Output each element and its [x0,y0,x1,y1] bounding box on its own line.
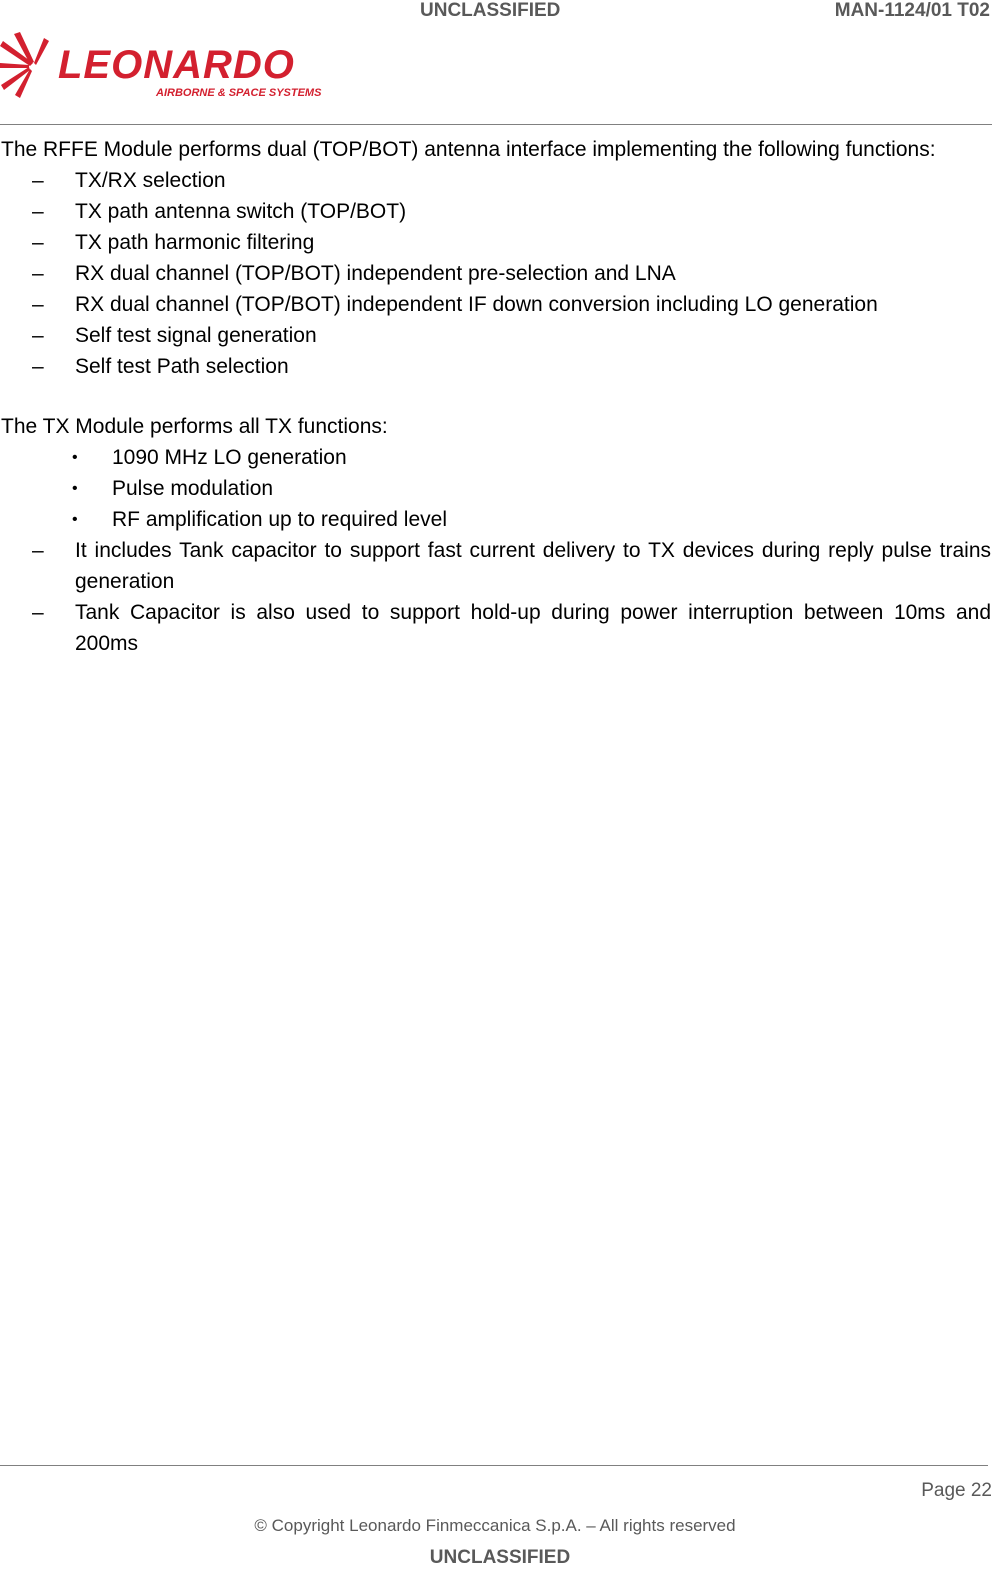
dash-marker: – [32,200,44,223]
leonardo-emblem-icon [0,32,49,98]
dash-marker: – [32,293,44,316]
list-item-text: Self test Path selection [75,355,289,378]
list-item [1,504,991,535]
list-item-text: It includes Tank capacitor to support fast current delivery to TX devices during reply pulse trains generation [75,539,991,593]
list-item-text: TX/RX selection [75,169,226,192]
footer-classification: UNCLASSIFIED [429,1547,571,1568]
logo-subtitle: AIRBORNE & SPACE SYSTEMS [156,87,322,99]
leonardo-logo [0,32,330,102]
list-item-text: 1090 MHz LO generation [112,446,347,469]
bullet-marker: • [72,511,78,528]
list-item-text: TX path antenna switch (TOP/BOT) [75,200,407,223]
list-item [1,535,991,597]
list-item [1,196,991,227]
logo-wordmark: LEONARDO [58,43,295,87]
list-item-text: Pulse modulation [112,477,274,500]
tx-notes-list [1,535,991,659]
list-item [1,351,991,382]
list-item-text: TX path harmonic filtering [75,231,315,254]
dash-marker: – [32,539,44,562]
rffe-function-list [1,165,991,382]
dash-marker: – [32,262,44,285]
list-item-text: RX dual channel (TOP/BOT) independent pre-selection and LNA [75,262,676,285]
paragraph-spacer [1,382,991,411]
dash-marker: – [32,231,44,254]
list-item [1,442,991,473]
list-item [1,320,991,351]
copyright-notice [0,1516,1000,1536]
list-item [1,289,991,320]
list-item [1,473,991,504]
dash-marker: – [32,601,44,624]
footer-divider [0,1465,988,1466]
list-item [1,258,991,289]
rffe-intro-paragraph: The RFFE Module performs dual (TOP/BOT) antenna interface implementing the following functions: [1,138,936,161]
dash-marker: – [32,324,44,347]
list-item-text: Self test signal generation [75,324,317,347]
document-body [1,134,991,659]
bullet-marker: • [72,480,78,497]
list-item [1,227,991,258]
copyright-text: © Copyright Leonardo Finmeccanica S.p.A. – All rights reserved [254,1516,736,1535]
list-item-text: RF amplification up to required level [112,508,447,531]
header-classification: UNCLASSIFIED [420,0,561,21]
list-item [1,165,991,196]
dash-marker: – [32,169,44,192]
list-item-text: RX dual channel (TOP/BOT) independent IF down conversion including LO generation [75,293,878,316]
header-divider [0,124,992,125]
header-document-number: MAN-1124/01 T02 [834,0,990,21]
list-item-text: Tank Capacitor is also used to support hold-up during power interruption between 10ms and 200ms [75,601,991,655]
tx-intro-paragraph: The TX Module performs all TX functions: [1,415,388,438]
dash-marker: – [32,355,44,378]
tx-function-list [1,442,991,535]
list-item [1,597,991,659]
page-number: Page 22 [921,1480,992,1501]
bullet-marker: • [72,449,78,466]
